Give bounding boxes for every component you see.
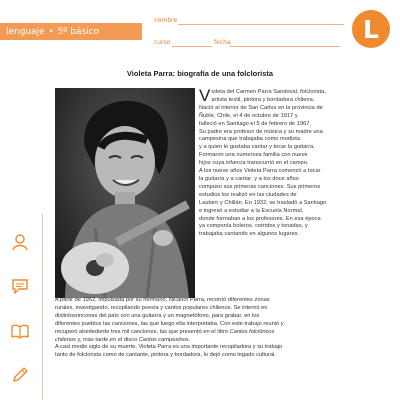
intro-line: ya componía boleros, corridos y tonadas, y [199,223,308,230]
book-title-end: chilenos [55,336,76,343]
body-line: distintosrincones del país con una guitarra y un magnetófono, para grabar, en los [55,312,260,319]
body-line [55,337,381,345]
course-field-label: curso [154,39,171,46]
person-silhouette-icon [10,232,30,252]
pencil-icon [10,365,30,385]
intro-line: ioleta del Carmen Parra Sandoval, folclorista, [211,89,326,95]
date-field-line[interactable] [230,46,340,47]
biography-body [55,297,381,360]
name-field-label: nombre [154,17,178,24]
body-line [55,329,381,337]
name-field-line[interactable] [178,24,344,25]
intro-line: A los nueve años Violeta Parra comenzó a tocar [199,168,321,175]
body-line: A partir de 1952, impulsada por su hermano, Nicanor Parra, recorrió diferentes zonas [55,297,270,303]
body-line-text: y, más tarde,en el disco [77,336,138,343]
body-line: A casi medio siglo de su muerte, Violeta Parra es una importante recopiladora y su trabajo [55,344,283,351]
grade-label: 5º básico [57,26,100,37]
album-title: Cantos campesinos. [138,336,191,343]
intro-line: compuso sus primeras canciones. Sus primeros [199,183,321,190]
intro-line: Nació al interior de San Carlos en la provincia de [199,104,323,111]
date-field-label: fecha [214,39,231,46]
subject-header-bar [0,23,142,40]
intro-line: y a quien le gustaba cantar y tocar la guitarra. [199,144,315,151]
course-field-line[interactable] [172,46,212,47]
intro-line: Ñuble, Chile, el 4 de octubre de 1917 y [199,112,298,119]
drop-cap: V [199,86,211,105]
subject-separator: • [48,27,54,36]
subject-label: lenguaje [6,26,45,37]
margin-rule [42,214,43,400]
portrait-photo [55,88,195,298]
language-logo-icon: L [352,10,390,48]
biography-intro [199,86,379,239]
intro-line: artista textil, pintora y bordadora chilena. [211,96,315,103]
body-line: rurales, investigando, recopilando poesía y cantos populares chilenos. Se internó en [55,304,268,311]
intro-line: estudios los realizó en las ciudades de [199,191,297,198]
body-line: diferentes pueblos las canciones, las que luego ella interpretaba. Con este trabajo reunió y [55,320,284,327]
open-book-icon [10,321,30,341]
body-line-text: recuperó alrededorde tres mil canciones, las que presentó en el libro [55,328,228,335]
intro-line: Lautaro y Chillán. En 1932, se trasladó a Santiago [199,199,327,206]
speech-bubble-icon [10,276,30,296]
intro-line: hijos cuya infancia transcurrió en el campo. [199,160,309,167]
intro-line: trabajaba cantando en algunos lugares. [199,231,300,238]
body-line: tanto de folclorista como de cantante, pintora y bordadora, lo dejó como legado cultural. [55,352,276,359]
intro-line: donde formaban a los profesores. En esa época [199,215,321,222]
intro-line: campesina que trabajaba como modista [199,136,300,143]
intro-line: la guitarra y a cantar; y a los doce años [199,175,299,182]
intro-line: e ingresó a estudiar a la Escuela Normal, [199,207,304,214]
intro-line: Formaron una numerosa familia con nueve [199,152,308,159]
book-title: Cantos folclóricos [229,328,275,335]
intro-line: Su padre era profesor de música y su madre una [199,128,323,135]
page-title: Violeta Parra: biografía de una folclorista [126,69,274,78]
intro-line: falleció en Santiago el 5 de febrero de 1967. [199,120,312,127]
